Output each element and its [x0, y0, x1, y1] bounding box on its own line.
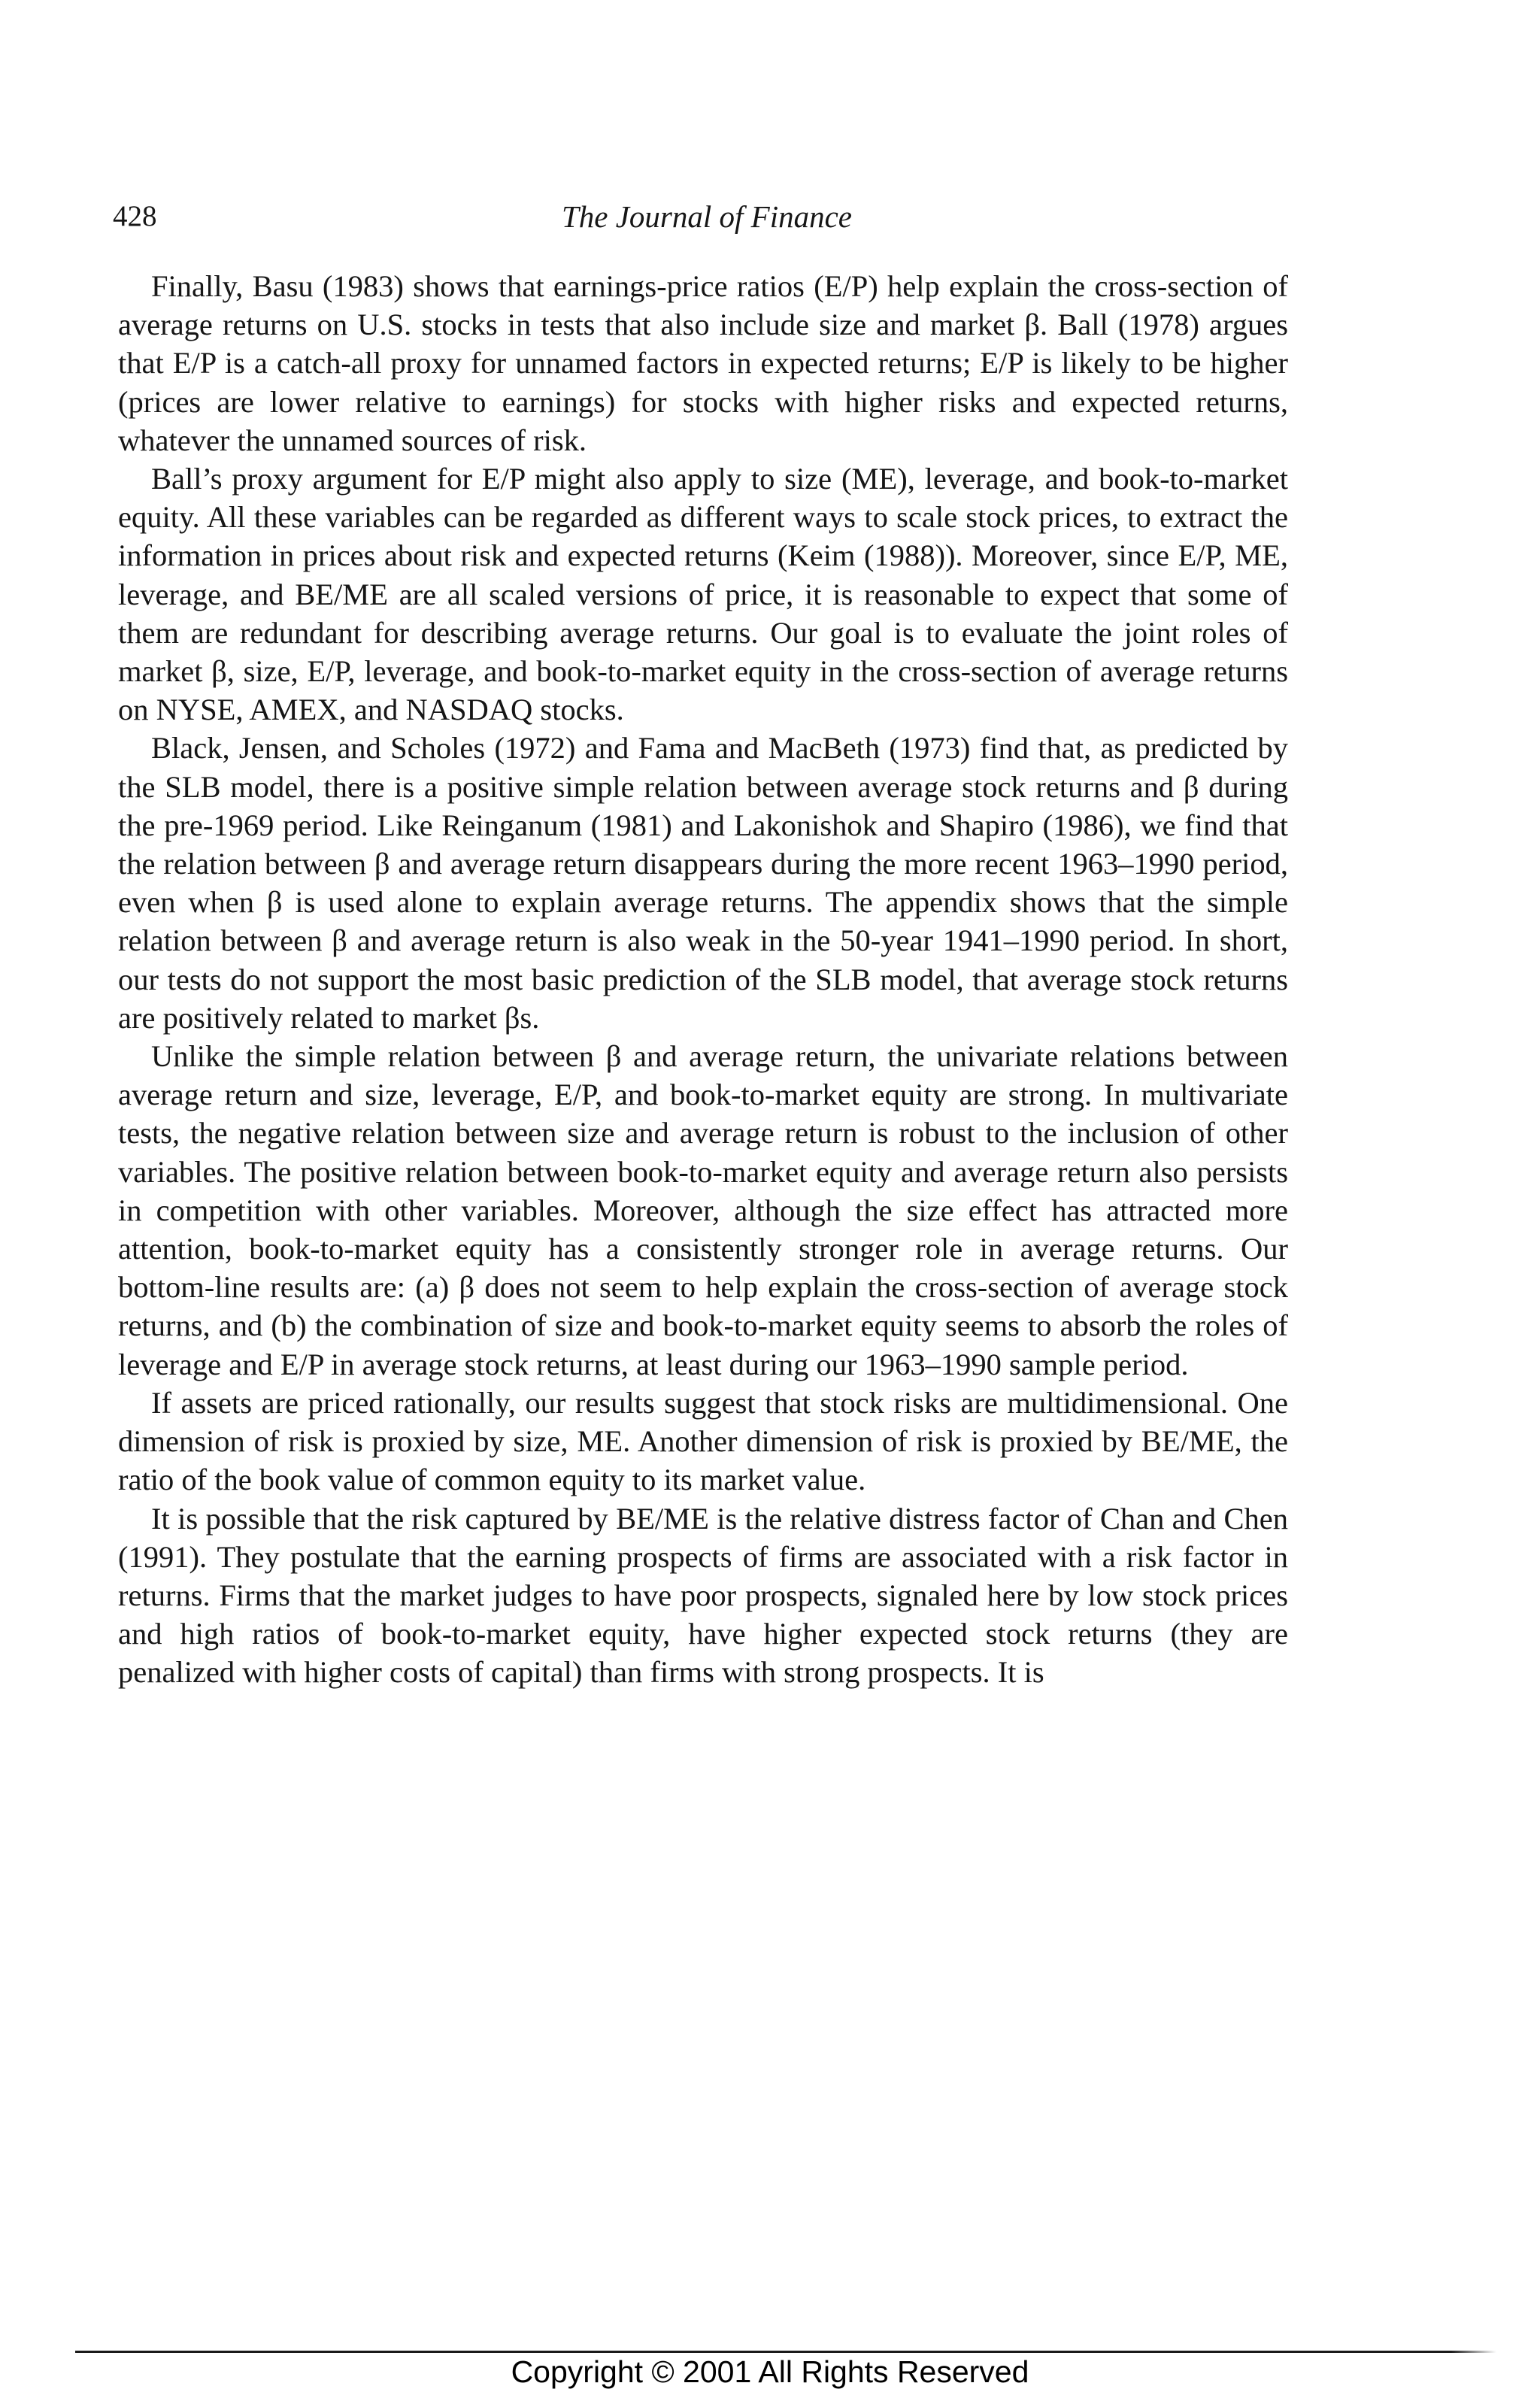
- article-body: [118, 267, 1288, 1692]
- paragraph-basu-ball: Finally, Basu (1983) shows that earnings-price ratios (E/P) help explain the cross-section of average returns on U.S. stocks in tests that also include size and market β. Ball (1978) argues that E/P is a catch-all proxy for unnamed factors in expected returns; E/P is likely to be higher (prices are lower relative to earnings) for stocks with higher risks and expected returns, whatever the unnamed sources of risk.: [118, 269, 1288, 457]
- copyright-notice: Copyright © 2001 All Rights Reserved: [511, 2354, 1029, 2389]
- page-number: 428: [113, 200, 157, 232]
- paragraph-proxy-argument: Ball’s proxy argument for E/P might also apply to size (ME), leverage, and book-to-market equity. All these variables can be regarded as different ways to scale stock prices, to extract the information in prices about risk and expected returns (Keim (1988)). Moreover, since E/P, ME, leverage, and BE/ME are all scaled versions of price, it is reasonable to expect that some of them are redundant for describing average returns. Our goal is to evaluate the joint roles of market β, size, E/P, leverage, and book-to-market equity in the cross-section of average returns on NYSE, AMEX, and NASDAQ stocks.: [118, 462, 1288, 727]
- running-header: [113, 194, 1301, 239]
- paragraph-multidimensional-risk: If assets are priced rationally, our results suggest that stock risks are multidimensional. One dimension of risk is proxied by size, ME. Another dimension of risk is proxied by BE/ME, the ratio of the book value of common equity to its market value.: [118, 1385, 1288, 1497]
- journal-title: The Journal of Finance: [561, 199, 853, 234]
- paragraph-beta-relation: Black, Jensen, and Scholes (1972) and Fama and MacBeth (1973) find that, as predicted by the SLB model, there is a positive simple relation between average stock returns and β during the pre-1969 period. Like Reinganum (1981) and Lakonishok and Shapiro (1986), we find that the relation between β and average return disappears during the more recent 1963–1990 period, even when β is used alone to explain average returns. The appendix shows that the simple relation between β and average return is also weak in the 50-year 1941–1990 period. In short, our tests do not support the most basic prediction of the SLB model, that average stock returns are positively related to market βs.: [118, 731, 1288, 1035]
- paragraph-distress-factor: It is possible that the risk captured by BE/ME is the relative distress factor of Chan and Chen (1991). They postulate that the earning prospects of firms are associated with a risk factor in returns. Firms that the market judges to have poor prospects, signaled here by low stock prices and high ratios of book-to-market equity, have higher expected stock returns (they are penalized with higher costs of capital) than firms with strong prospects. It is: [118, 1501, 1288, 1690]
- paragraph-univariate-relations: Unlike the simple relation between β and average return, the univariate relations between average return and size, leverage, E/P, and book-to-market equity are strong. In multivariate tests, the negative relation between size and average return is robust to the inclusion of other variables. The positive relation between book-to-market equity and average return also persists in competition with other variables. Moreover, although the size effect has attracted more attention, book-to-market equity has a consistently stronger role in average returns. Our bottom-line results are: (a) β does not seem to help explain the cross-section of average stock returns, and (b) the combination of size and book-to-market equity seems to absorb the roles of leverage and E/P in average stock returns, at least during our 1963–1990 sample period.: [118, 1039, 1288, 1381]
